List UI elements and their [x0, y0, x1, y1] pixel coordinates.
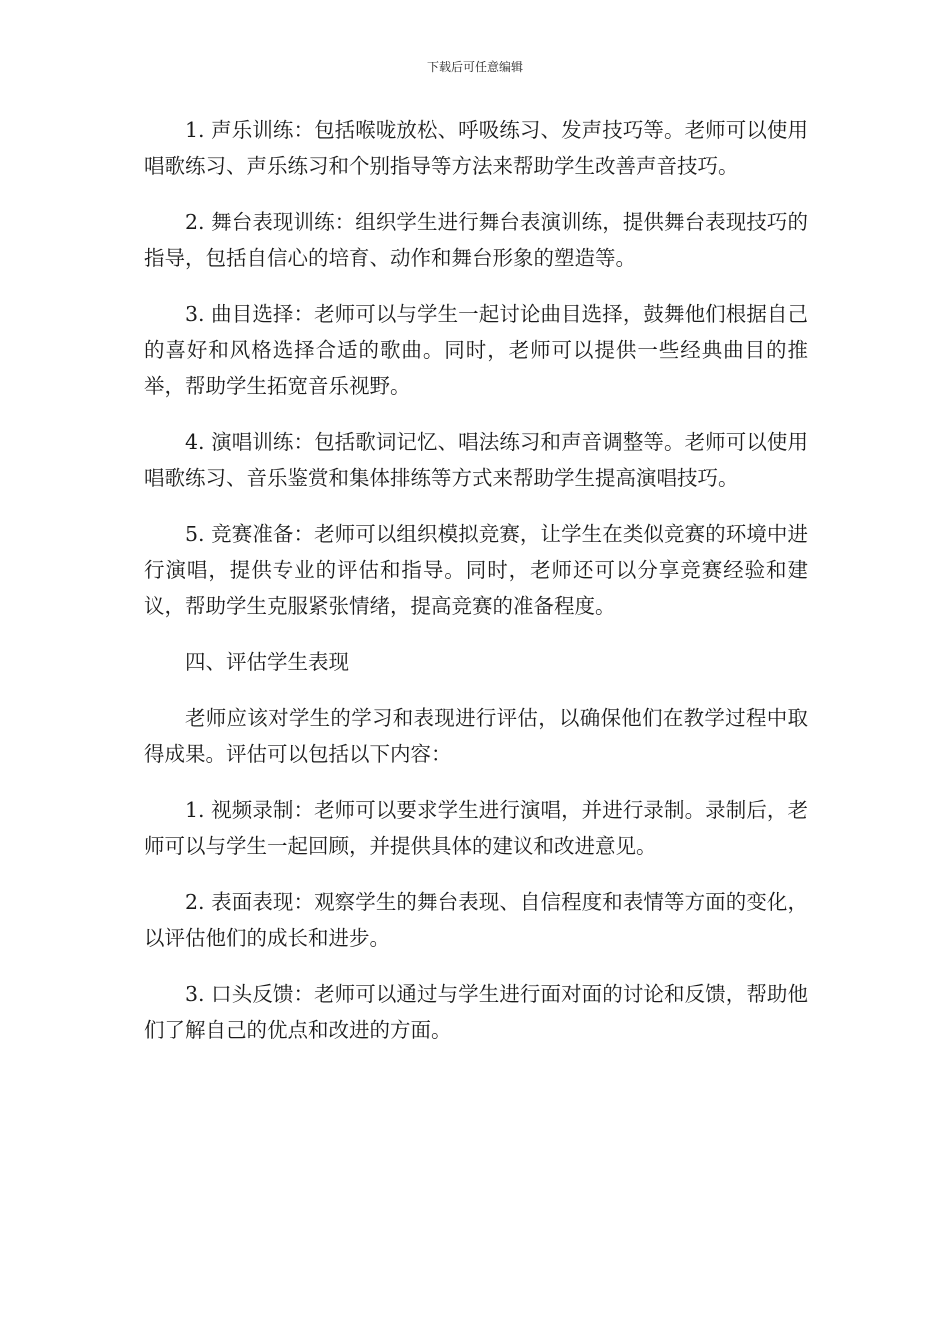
document-body: [144, 112, 808, 1048]
paragraph-oral-feedback: 3. 口头反馈：老师可以通过与学生进行面对面的讨论和反馈，帮助他们了解自己的优点和改进的方面。: [144, 982, 808, 1042]
section-heading-evaluation: 四、评估学生表现: [185, 650, 349, 674]
paragraph-stage-performance: 2. 舞台表现训练：组织学生进行舞台表演训练，提供舞台表现技巧的指导，包括自信心的培育、动作和舞台形象的塑造等。: [144, 210, 808, 270]
header-note: 下载后可任意编辑: [426, 60, 523, 74]
paragraph-singing-training: 4. 演唱训练：包括歌词记忆、唱法练习和声音调整等。老师可以使用唱歌练习、音乐鉴赏和集体排练等方式来帮助学生提高演唱技巧。: [144, 430, 808, 490]
paragraph-repertoire-selection: 3. 曲目选择：老师可以与学生一起讨论曲目选择，鼓舞他们根据自己的喜好和风格选择合适的歌曲。同时，老师可以提供一些经典曲目的推举，帮助学生拓宽音乐视野。: [144, 302, 808, 398]
paragraph-vocal-training: 1. 声乐训练：包括喉咙放松、呼吸练习、发声技巧等。老师可以使用唱歌练习、声乐练习和个别指导等方法来帮助学生改善声音技巧。: [144, 118, 808, 178]
paragraph-video-recording: 1. 视频录制：老师可以要求学生进行演唱，并进行录制。录制后，老师可以与学生一起回顾，并提供具体的建议和改进意见。: [144, 798, 808, 858]
paragraph-surface-performance: 2. 表面表现：观察学生的舞台表现、自信程度和表情等方面的变化，以评估他们的成长和进步。: [144, 890, 808, 950]
paragraph-evaluation-intro: 老师应该对学生的学习和表现进行评估，以确保他们在教学过程中取得成果。评估可以包括以下内容：: [144, 706, 808, 766]
paragraph-competition-prep: 5. 竞赛准备：老师可以组织模拟竞赛，让学生在类似竞赛的环境中进行演唱，提供专业的评估和指导。同时，老师还可以分享竞赛经验和建议，帮助学生克服紧张情绪，提高竞赛的准备程度。: [144, 522, 808, 618]
